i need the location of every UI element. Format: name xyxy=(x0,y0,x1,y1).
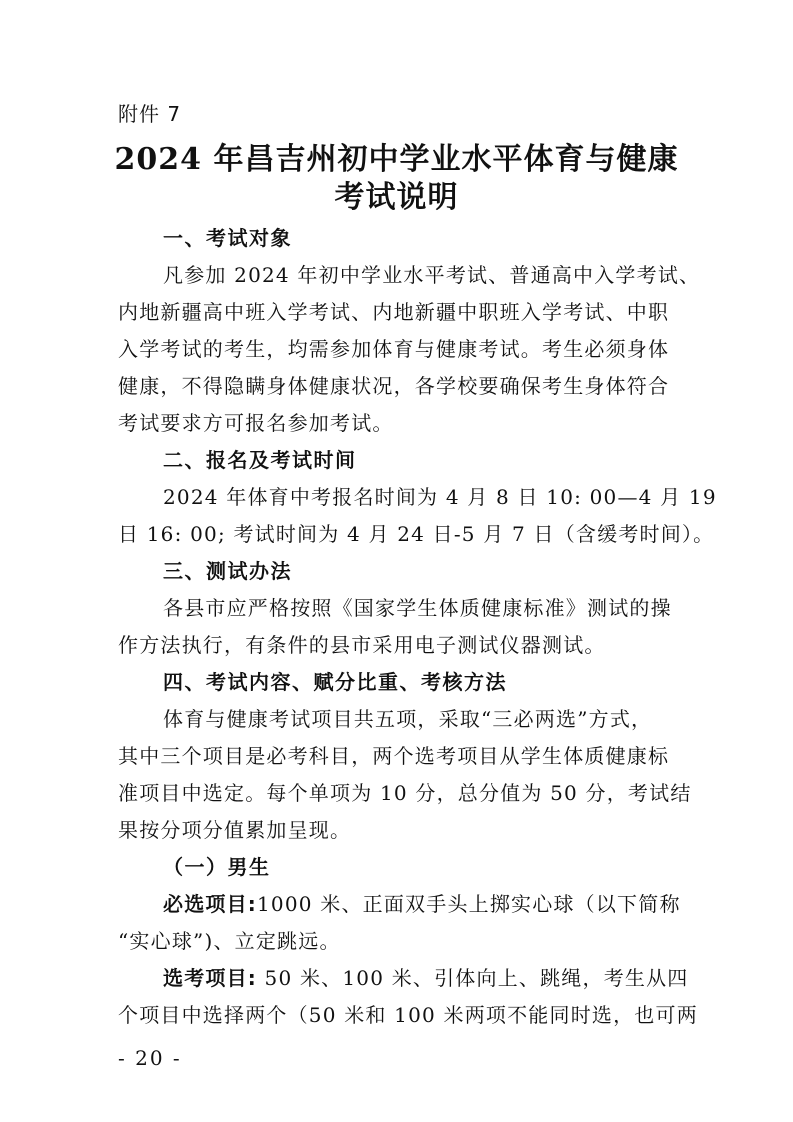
attachment-label: 附件 7 xyxy=(118,102,182,126)
paragraph-line: 作方法执行，有条件的县市采用电子测试仪器测试。 xyxy=(118,633,606,657)
paragraph-line: 考试要求方可报名参加考试。 xyxy=(118,411,394,435)
document-title-line2: 考试说明 xyxy=(334,180,459,215)
paragraph-line: 果按分项分值累加呈现。 xyxy=(118,818,352,842)
paragraph-line-required xyxy=(163,888,681,917)
section-heading-registration-time: 二、报名及考试时间 xyxy=(163,448,357,472)
paragraph-line: 凡参加 2024 年初中学业水平考试、普通高中入学考试、 xyxy=(163,263,701,287)
document-title-line1: 2024 年昌吉州初中学业水平体育与健康 xyxy=(114,142,679,177)
paragraph-line: 内地新疆高中班入学考试、内地新疆中职班入学考试、中职 xyxy=(118,300,670,324)
subsection-heading-boys: （一）男生 xyxy=(163,855,271,879)
paragraph-line: “实心球”)、立定跳远。 xyxy=(118,929,341,953)
paragraph-line: 日 16: 00; 考试时间为 4 月 24 日-5 月 7 日（含缓考时间）。 xyxy=(118,522,715,546)
paragraph-line: 准项目中选定。每个单项为 10 分，总分值为 50 分，考试结 xyxy=(118,781,692,805)
paragraph-line-elective xyxy=(163,962,689,991)
section-heading-exam-targets: 一、考试对象 xyxy=(163,226,292,250)
required-items-label: 必选项目: xyxy=(163,892,257,916)
paragraph-line: 各县市应严格按照《国家学生体质健康标准》测试的操 xyxy=(163,596,672,620)
page-number: - 20 - xyxy=(118,1046,182,1070)
paragraph-line: 体育与健康考试项目共五项，采取“三必两选”方式， xyxy=(163,707,653,731)
required-items-text: 1000 米、正面双手头上掷实心球（以下简称 xyxy=(257,892,681,916)
elective-items-text: 50 米、100 米、引体向上、跳绳，考生从四 xyxy=(257,966,689,990)
paragraph-line: 个项目中选择两个（50 米和 100 米两项不能同时选，也可两 xyxy=(118,1003,698,1027)
paragraph-line: 其中三个项目是必考科目，两个选考项目从学生体质健康标 xyxy=(118,744,670,768)
section-heading-test-method: 三、测试办法 xyxy=(163,559,292,583)
elective-items-label: 选考项目: xyxy=(163,966,257,990)
paragraph-line: 健康，不得隐瞒身体健康状况，各学校要确保考生身体符合 xyxy=(118,374,670,398)
section-heading-exam-content: 四、考试内容、赋分比重、考核方法 xyxy=(163,670,507,694)
paragraph-line: 2024 年体育中考报名时间为 4 月 8 日 10: 00—4 月 19 xyxy=(163,485,717,509)
paragraph-line: 入学考试的考生，均需参加体育与健康考试。考生必须身体 xyxy=(118,337,670,361)
